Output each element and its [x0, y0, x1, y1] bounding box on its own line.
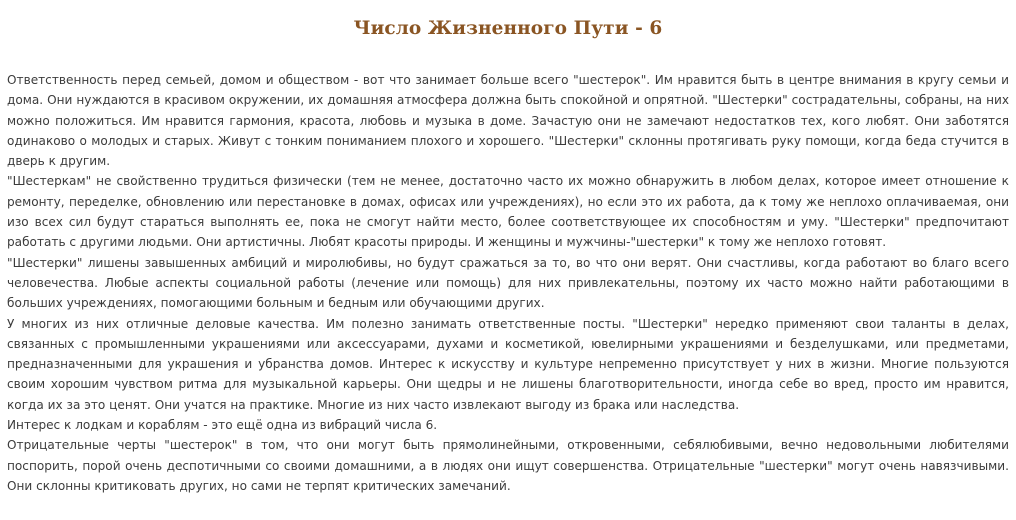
- paragraph-business: У многих из них отличные деловые качества. Им полезно занимать ответственные посты. "Шестерки" нередко применяют свои таланты в делах, связанных с промышленными украшениями или аксессуарами, духами и косметикой, ювелирными украшениями и безделушками, или предметами, предназначенными для украшения и убранства домов. Интерес к искусству и культуре непременно присутствует у них в жизни. Многие пользуются своим хорошим чувством ритма для музыкальной карьеры. Они щедры и не лишены благотворительности, иногда себе во вред, просто им нравится, когда их за это ценят. Они учатся на практике. Многие из них часто извлекают выгоду из брака или наследства.: [7, 316, 1009, 412]
- paragraph-responsibility: Ответственность перед семьей, домом и обществом - вот что занимает больше всего "шестерок". Им нравится быть в центре внимания в кругу семьи и дома. Они нуждаются в красивом окружении, их домашняя атмосфера должна быть спокойной и опрятной. "Шестерки" сострадательны, собраны, на них можно положиться. Им нравится гармония, красота, любовь и музыка в доме. Зачастую они не замечают недостатков тех, кого любят. Они заботятся одинаково о молодых и старых. Живут с тонким пониманием плохого и хорошего. "Шестерки" склонны протягивать руку помощи, когда беда стучится в дверь к другим.: [7, 73, 1009, 169]
- page-title: Число Жизненного Пути - 6: [353, 18, 663, 39]
- paragraph-work: "Шестеркам" не свойственно трудиться физически (тем не менее, достаточно часто их можно обнаружить в любом делах, которое имеет отношение к ремонту, переделке, обновлению или перестановке в домах, офисах или учреждениях), но если это их работа, да к тому же неплохо оплачиваемая, они изо всех сил будут стараться выполнять ее, пока не смогут найти место, более соответствующее их способностям и уму. "Шестерки" предпочитают работать с другими людьми. Они артистичны. Любят красоты природы. И женщины и мужчины-"шестерки" к тому же неплохо готовят.: [7, 174, 1009, 250]
- paragraph-boats: Интерес к лодкам и кораблям - это ещё одна из вибраций числа 6.: [7, 418, 438, 433]
- article-body: [7, 70, 1009, 496]
- paragraph-ambitions: "Шестерки" лишены завышенных амбиций и миролюбивы, но будут сражаться за то, во что они верят. Они счастливы, когда работают во благо всего человечества. Любые аспекты социальной работы (лечение или помощь) для них привлекательны, поэтому их часто можно найти работающими в больших учреждениях, помогающими больным и бедным или обучающими других.: [7, 255, 1009, 311]
- paragraph-negative-traits: Отрицательные черты "шестерок" в том, что они могут быть прямолинейными, откровенными, себялюбивыми, вечно недовольными любителями поспорить, порой очень деспотичными со своими домашними, а в людях они ищут совершенства. Отрицательные "шестерки" могут очень навязчивыми. Они склонны критиковать других, но сами не терпят критических замечаний.: [7, 438, 1009, 493]
